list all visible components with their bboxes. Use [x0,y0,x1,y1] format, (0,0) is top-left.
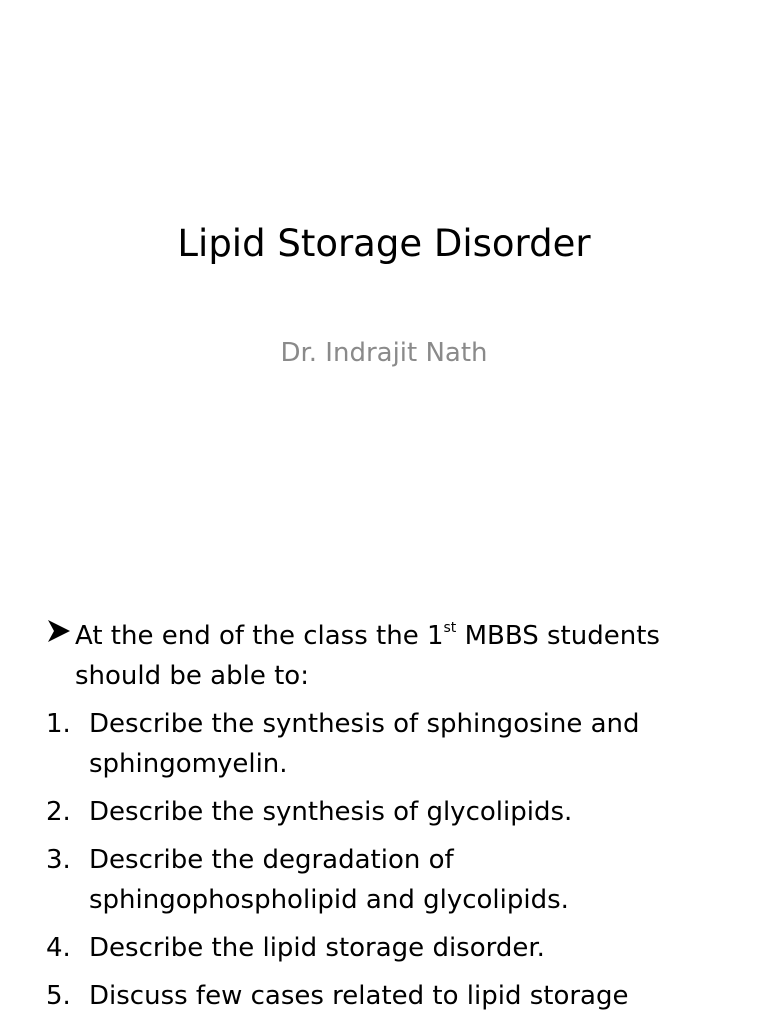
objective-number: 5. [46,981,71,1011]
objective-text: Describe the synthesis of sphingosine and sphingomyelin. [89,709,640,779]
objective-text: Describe the degradation of sphingophospholipid and glycolipids. [89,845,569,915]
objectives-list [0,704,768,1016]
objective-item [0,840,768,920]
intro-text-end: MBBS students should be able to: [75,621,660,691]
objective-number: 3. [46,845,71,875]
intro-text-start: At the end of the class the 1 [75,621,444,651]
arrow-bullet-icon [46,618,72,644]
objective-item [0,928,768,968]
objective-item [0,704,768,784]
objective-number: 1. [46,709,71,739]
objective-item [0,976,768,1016]
objective-text: Describe the synthesis of glycolipids. [89,797,573,827]
objective-number: 2. [46,797,71,827]
objective-item [0,792,768,832]
objectives-slide [0,616,768,1024]
slide-title: Lipid Storage Disorder [177,222,591,265]
objective-text: Discuss few cases related to lipid storage [89,981,629,1011]
slide-subtitle: Dr. Indrajit Nath [280,338,488,368]
objective-number: 4. [46,933,71,963]
objectives-intro [0,616,768,696]
objective-text: Describe the lipid storage disorder. [89,933,545,963]
intro-superscript: st [443,620,457,636]
